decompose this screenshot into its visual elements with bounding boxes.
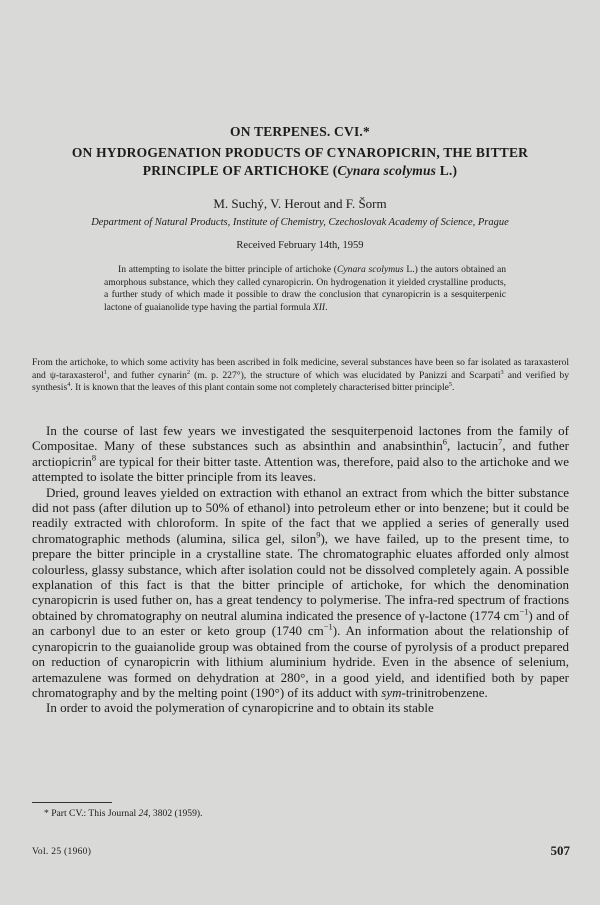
species-name: Cynara scolymus (337, 163, 437, 178)
affiliation: Department of Natural Products, Institute of Chemistry, Czechoslovak Academy of Science, Prague (91, 217, 509, 228)
body-paragraph-3: In order to avoid the polymeration of cynaropicrine and to obtain its stable (46, 700, 434, 716)
body-paragraph-1: In the course of last few years we investigated the sesquiterpenoid lactones from the family of Compositae. Many of these substances such as absinthin and anabsinthin$^6$, lactucin$^7$, and futher arctiopicrin$^8$ are typical for their bitter taste. Attention was, therefore, paid also to the artichoke and we attempted to isolate the bitter principle from its leaves. (32, 423, 569, 485)
page-number: 507 (550, 843, 570, 858)
footnote: * Part CV.: This Journal 24, 3802 (1959). (44, 808, 203, 819)
volume-label: Vol. 25 (1960) (32, 847, 92, 857)
paper-title: ON HYDROGENATION PRODUCTS OF CYNAROPICRIN, THE BITTER PRINCIPLE OF ARTICHOKE (Cynara scolymus L.) (71, 145, 529, 178)
abstract: In attempting to isolate the bitter principle of artichoke (Cynara scolymus L.) the autors obtained an amorphous substance, which they called cynaropicrin. On hydrogenation it yielded crystalline products, a further study of which made it possible to draw the conclusion that cynaropicrin is a sesquiterpenic lactone of guaianolide type having the partial formula XII. (104, 264, 506, 313)
footnote-divider (32, 802, 112, 803)
authors: M. Suchý, V. Herout and F. Šorm (213, 196, 387, 211)
formula-ref: XII (312, 301, 326, 313)
intro-paragraph: From the artichoke, to which some activity has been ascribed in folk medicine, several substances have been so far isolated as taraxasterol and ψ-taraxasterol$^1$, and futher cynarin$^2$ (m. p. 227°), the structure of which was elucidated by Panizzi and Scarpati$^3$ and verified by synthesis$^4$. It is known that the leaves of this plant contain some not completely characterised bitter principle$^5$. (32, 357, 569, 394)
paper-series-title: ON TERPENES. CVI.* (230, 124, 370, 139)
received-date: Received February 14th, 1959 (236, 240, 364, 251)
main-body (32, 423, 569, 716)
body-paragraph-2: Dried, ground leaves yielded on extraction with ethanol an extract from which the bitter substance did not pass (after dilution up to 50% of ethanol) into petroleum ether or into benzene; but it could be readily extracted with chloroform. In spite of the fact that we applied a series of generally used chromatographic methods (alumina, silica gel, silon$^9$), we have failed, up to the present time, to prepare the bitter principle in a crystalline state. The chromatographic eluates afforded only almost colourless, glassy substance, which after isolation could not be dissolved completely again. A possible explanation of this fact is that the bitter principle of artichoke, for which the denomination cynaropicrin is used futher on, has a great tendency to polymerise. The infra-red spectrum of fractions obtained by chromatography on neutral alumina indicated the presence of γ-lactone (1774 $cm^{-1}$) and of an carbonyl due to an ester or keto group (1740 $cm^{-1}$). An information about the relationship of cynaropicrin to the guaianolide group was obtained from the course of pyrolysis of a product prepared on reduction of cynaropicrin with lithium aluminium hydride. Even in the absence of selenium, artemazulene was formed on dehydration at 280°, in a good yield, and identified both by paper chromatography and by the melting point (190°) of its adduct with sym-trinitrobenzene. (32, 484, 570, 700)
